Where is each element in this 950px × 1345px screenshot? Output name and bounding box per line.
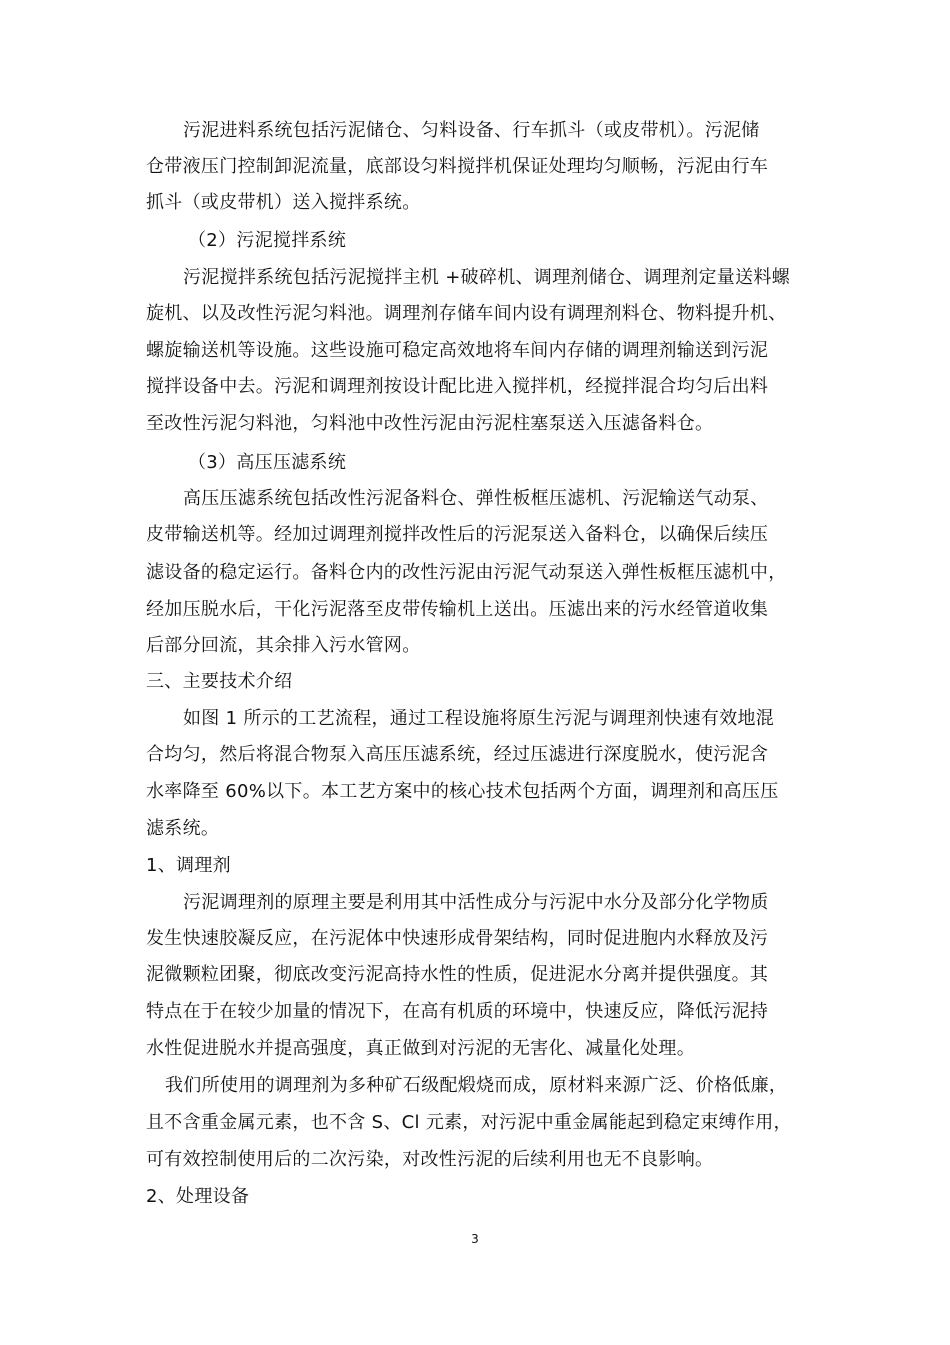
text-line: 至改性污泥匀料池，匀料池中改性污泥由污泥柱塞泵送入压滤备料仓。 [146, 413, 714, 434]
text-line: 泥微颗粒团聚，彻底改变污泥高持水性的性质，促进泥水分离并提供强度。其 [146, 964, 769, 985]
page-number: 3 [471, 1232, 479, 1246]
text-line: 滤设备的稳定运行。备料仓内的改性污泥由污泥气动泵送入弹性板框压滤机中， [146, 562, 787, 583]
text-line: 水性促进脱水并提高强度，真正做到对污泥的无害化、减量化处理。 [146, 1038, 695, 1059]
section-heading: 三、主要技术介绍 [146, 671, 293, 692]
section-heading: （2）污泥搅拌系统 [188, 230, 347, 251]
text-line: 滤系统。 [146, 818, 220, 839]
section-heading: 2、处理设备 [146, 1186, 250, 1207]
text-line: 污泥搅拌系统包括污泥搅拌主机 +破碎机、调理剂储仓、调理剂定量送料螺 [183, 267, 790, 288]
section-heading: （3）高压压滤系统 [188, 452, 347, 473]
text-line: 合均匀，然后将混合物泵入高压压滤系统，经过压滤进行深度脱水，使污泥含 [146, 744, 769, 765]
text-line: 可有效控制使用后的二次污染，对改性污泥的后续利用也无不良影响。 [146, 1149, 714, 1170]
text-line: 抓斗（或皮带机）送入搅拌系统。 [146, 192, 421, 213]
text-line: 我们所使用的调理剂为多种矿石级配煅烧而成，原材料来源广泛、价格低廉， [165, 1075, 788, 1096]
text-line: 污泥调理剂的原理主要是利用其中活性成分与污泥中水分及部分化学物质 [183, 892, 769, 913]
text-line: 皮带输送机等。经加过调理剂搅拌改性后的污泥泵送入备料仓，以确保后续压 [146, 524, 769, 545]
text-line: 旋机、以及改性污泥匀料池。调理剂存储车间内设有调理剂料仓、物料提升机、 [146, 303, 787, 324]
text-line: 如图 1 所示的工艺流程，通过工程设施将原生污泥与调理剂快速有效地混 [183, 708, 775, 729]
text-line: 水率降至 60%以下。本工艺方案中的核心技术包括两个方面，调理剂和高压压 [146, 781, 779, 802]
text-line: 且不含重金属元素，也不含 S、Cl 元素，对污泥中重金属能起到稳定束缚作用， [146, 1112, 792, 1133]
text-line: 发生快速胶凝反应，在污泥体中快速形成骨架结构，同时促进胞内水释放及污 [146, 928, 769, 949]
text-line: 螺旋输送机等设施。这些设施可稳定高效地将车间内存储的调理剂输送到污泥 [146, 340, 769, 361]
text-line: 搅拌设备中去。污泥和调理剂按设计配比进入搅拌机，经搅拌混合均匀后出料 [146, 376, 769, 397]
text-line: 后部分回流，其余排入污水管网。 [146, 635, 421, 656]
text-line: 高压压滤系统包括改性污泥备料仓、弹性板框压滤机、污泥输送气动泵、 [183, 488, 769, 509]
section-heading: 1、调理剂 [146, 855, 231, 876]
text-line: 仓带液压门控制卸泥流量，底部设匀料搅拌机保证处理均匀顺畅，污泥由行车 [146, 156, 769, 177]
text-line: 经加压脱水后，干化污泥落至皮带传输机上送出。压滤出来的污水经管道收集 [146, 599, 769, 620]
text-line: 特点在于在较少加量的情况下，在高有机质的环境中，快速反应，降低污泥持 [146, 1001, 769, 1022]
text-line: 污泥进料系统包括污泥储仓、匀料设备、行车抓斗（或皮带机）。污泥储 [183, 120, 760, 141]
